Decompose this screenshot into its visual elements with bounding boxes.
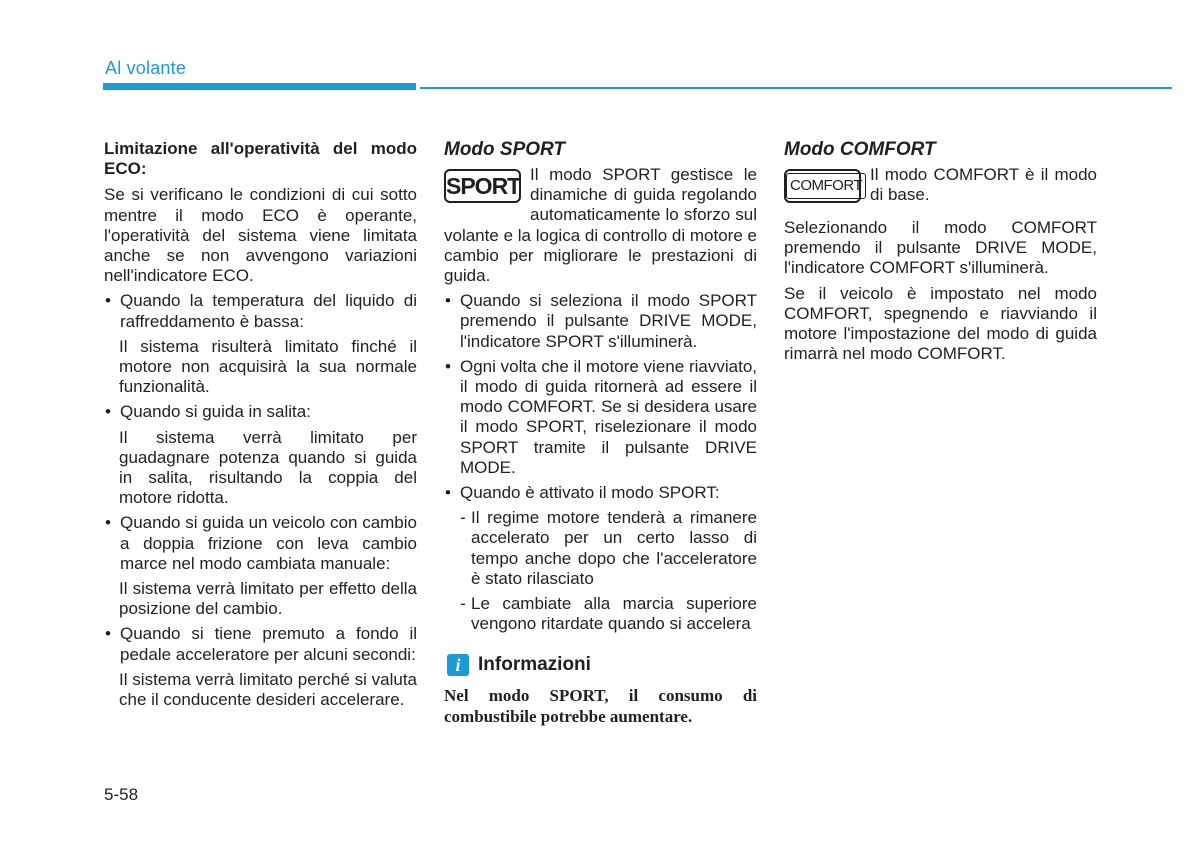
- page-header-title: Al volante: [105, 58, 187, 78]
- list-item: • Quando si seleziona il modo SPORT premendo il pulsante DRIVE MODE, l'indicatore SPORT s'illuminerà.: [444, 291, 757, 352]
- list-item-detail: Il sistema verrà limitato per effetto della posizione del cambio.: [119, 579, 417, 619]
- page-number: 5-58: [104, 785, 139, 804]
- comfort-mode-paragraph: Selezionando il modo COMFORT premendo il pulsante DRIVE MODE, l'indicatore COMFORT s'illuminerà.: [784, 218, 1097, 278]
- list-item-detail: Il sistema verrà limitato per guadagnare potenza quando si guida in salita, risultando la coppia del motore ridotta.: [119, 427, 417, 508]
- comfort-mode-intro: [784, 165, 1097, 205]
- list-item: • Quando si guida un veicolo con cambio a doppia frizione con leva cambio marce nel modo cambiata manuale:: [104, 513, 417, 574]
- column-sport-mode: [444, 139, 757, 727]
- sport-mode-sublist: [444, 508, 757, 634]
- sport-mode-intro: [444, 165, 757, 286]
- comfort-intro-text: Il modo COMFORT è il modo di base.: [870, 165, 1097, 205]
- info-icon: i: [447, 654, 469, 676]
- comfort-badge: [784, 169, 861, 203]
- header-rule-thick: [103, 83, 416, 90]
- eco-limitation-heading: Limitazione all'operatività del modo ECO:: [104, 139, 417, 179]
- sublist-item: - Le cambiate alla marcia superiore vengono ritardate quando si accelera: [444, 594, 757, 634]
- eco-limitation-list: [104, 402, 417, 422]
- eco-limitation-intro: Se si verificano le condizioni di cui sotto mentre il modo ECO è operante, l'operatività del sistema viene limitata anche se non avvengono variazioni nell'indicatore ECO.: [104, 185, 417, 286]
- sport-mode-title: Modo SPORT: [444, 139, 566, 160]
- list-item-detail: Il sistema risulterà limitato finché il motore non acquisirà la sua normale funzionalità.: [119, 336, 417, 397]
- eco-limitation-list: [104, 291, 417, 331]
- comfort-mode-icon: [784, 169, 861, 203]
- info-text: Nel modo SPORT, il consumo di combustibile potrebbe aumentare.: [444, 686, 757, 727]
- eco-limitation-list: [104, 624, 417, 664]
- list-item: • Quando si tiene premuto a fondo il pedale acceleratore per alcuni secondi:: [104, 624, 417, 664]
- comfort-badge-label: COMFORT: [786, 173, 866, 199]
- list-item: • Quando si guida in salita:: [104, 402, 417, 422]
- sublist-item: - Il regime motore tenderà a rimanere accelerato per un certo lasso di tempo anche dopo che l'acceleratore è stato rilasciato: [444, 508, 757, 589]
- list-item: • Quando è attivato il modo SPORT:: [444, 483, 757, 503]
- info-title: Informazioni: [478, 654, 591, 676]
- column-comfort-mode: [784, 139, 1097, 369]
- comfort-mode-title: Modo COMFORT: [784, 139, 936, 160]
- eco-limitation-list: [104, 513, 417, 574]
- sport-badge: [444, 169, 521, 203]
- list-item: • Ogni volta che il motore viene riavviato, il modo di guida ritornerà ad essere il modo COMFORT. Se si desidera usare il modo SPORT, riselezionare il modo SPORT tramite il pulsante DRIVE MODE.: [444, 357, 757, 478]
- column-eco-limitation: [104, 139, 417, 715]
- sport-mode-icon: [444, 169, 521, 203]
- sport-mode-list: [444, 291, 757, 503]
- comfort-mode-paragraph: Se il veicolo è impostato nel modo COMFORT, spegnendo e riavviando il motore l'impostazione del modo di guida rimarrà nel modo COMFORT.: [784, 283, 1097, 364]
- info-header: [444, 654, 757, 676]
- list-item: • Quando la temperatura del liquido di raffreddamento è bassa:: [104, 291, 417, 331]
- sport-intro-text: Il modo SPORT gestisce le dinamiche di guida regolando automaticamente lo sforzo sul volante e la logica di controllo di motore e cambio per migliorare le prestazioni di guida.: [444, 165, 757, 286]
- header-rule-thin: [420, 87, 1172, 89]
- list-item-detail: Il sistema verrà limitato perché si valuta che il conducente desideri accelerare.: [119, 669, 417, 710]
- sport-badge-label: SPORT: [446, 173, 521, 199]
